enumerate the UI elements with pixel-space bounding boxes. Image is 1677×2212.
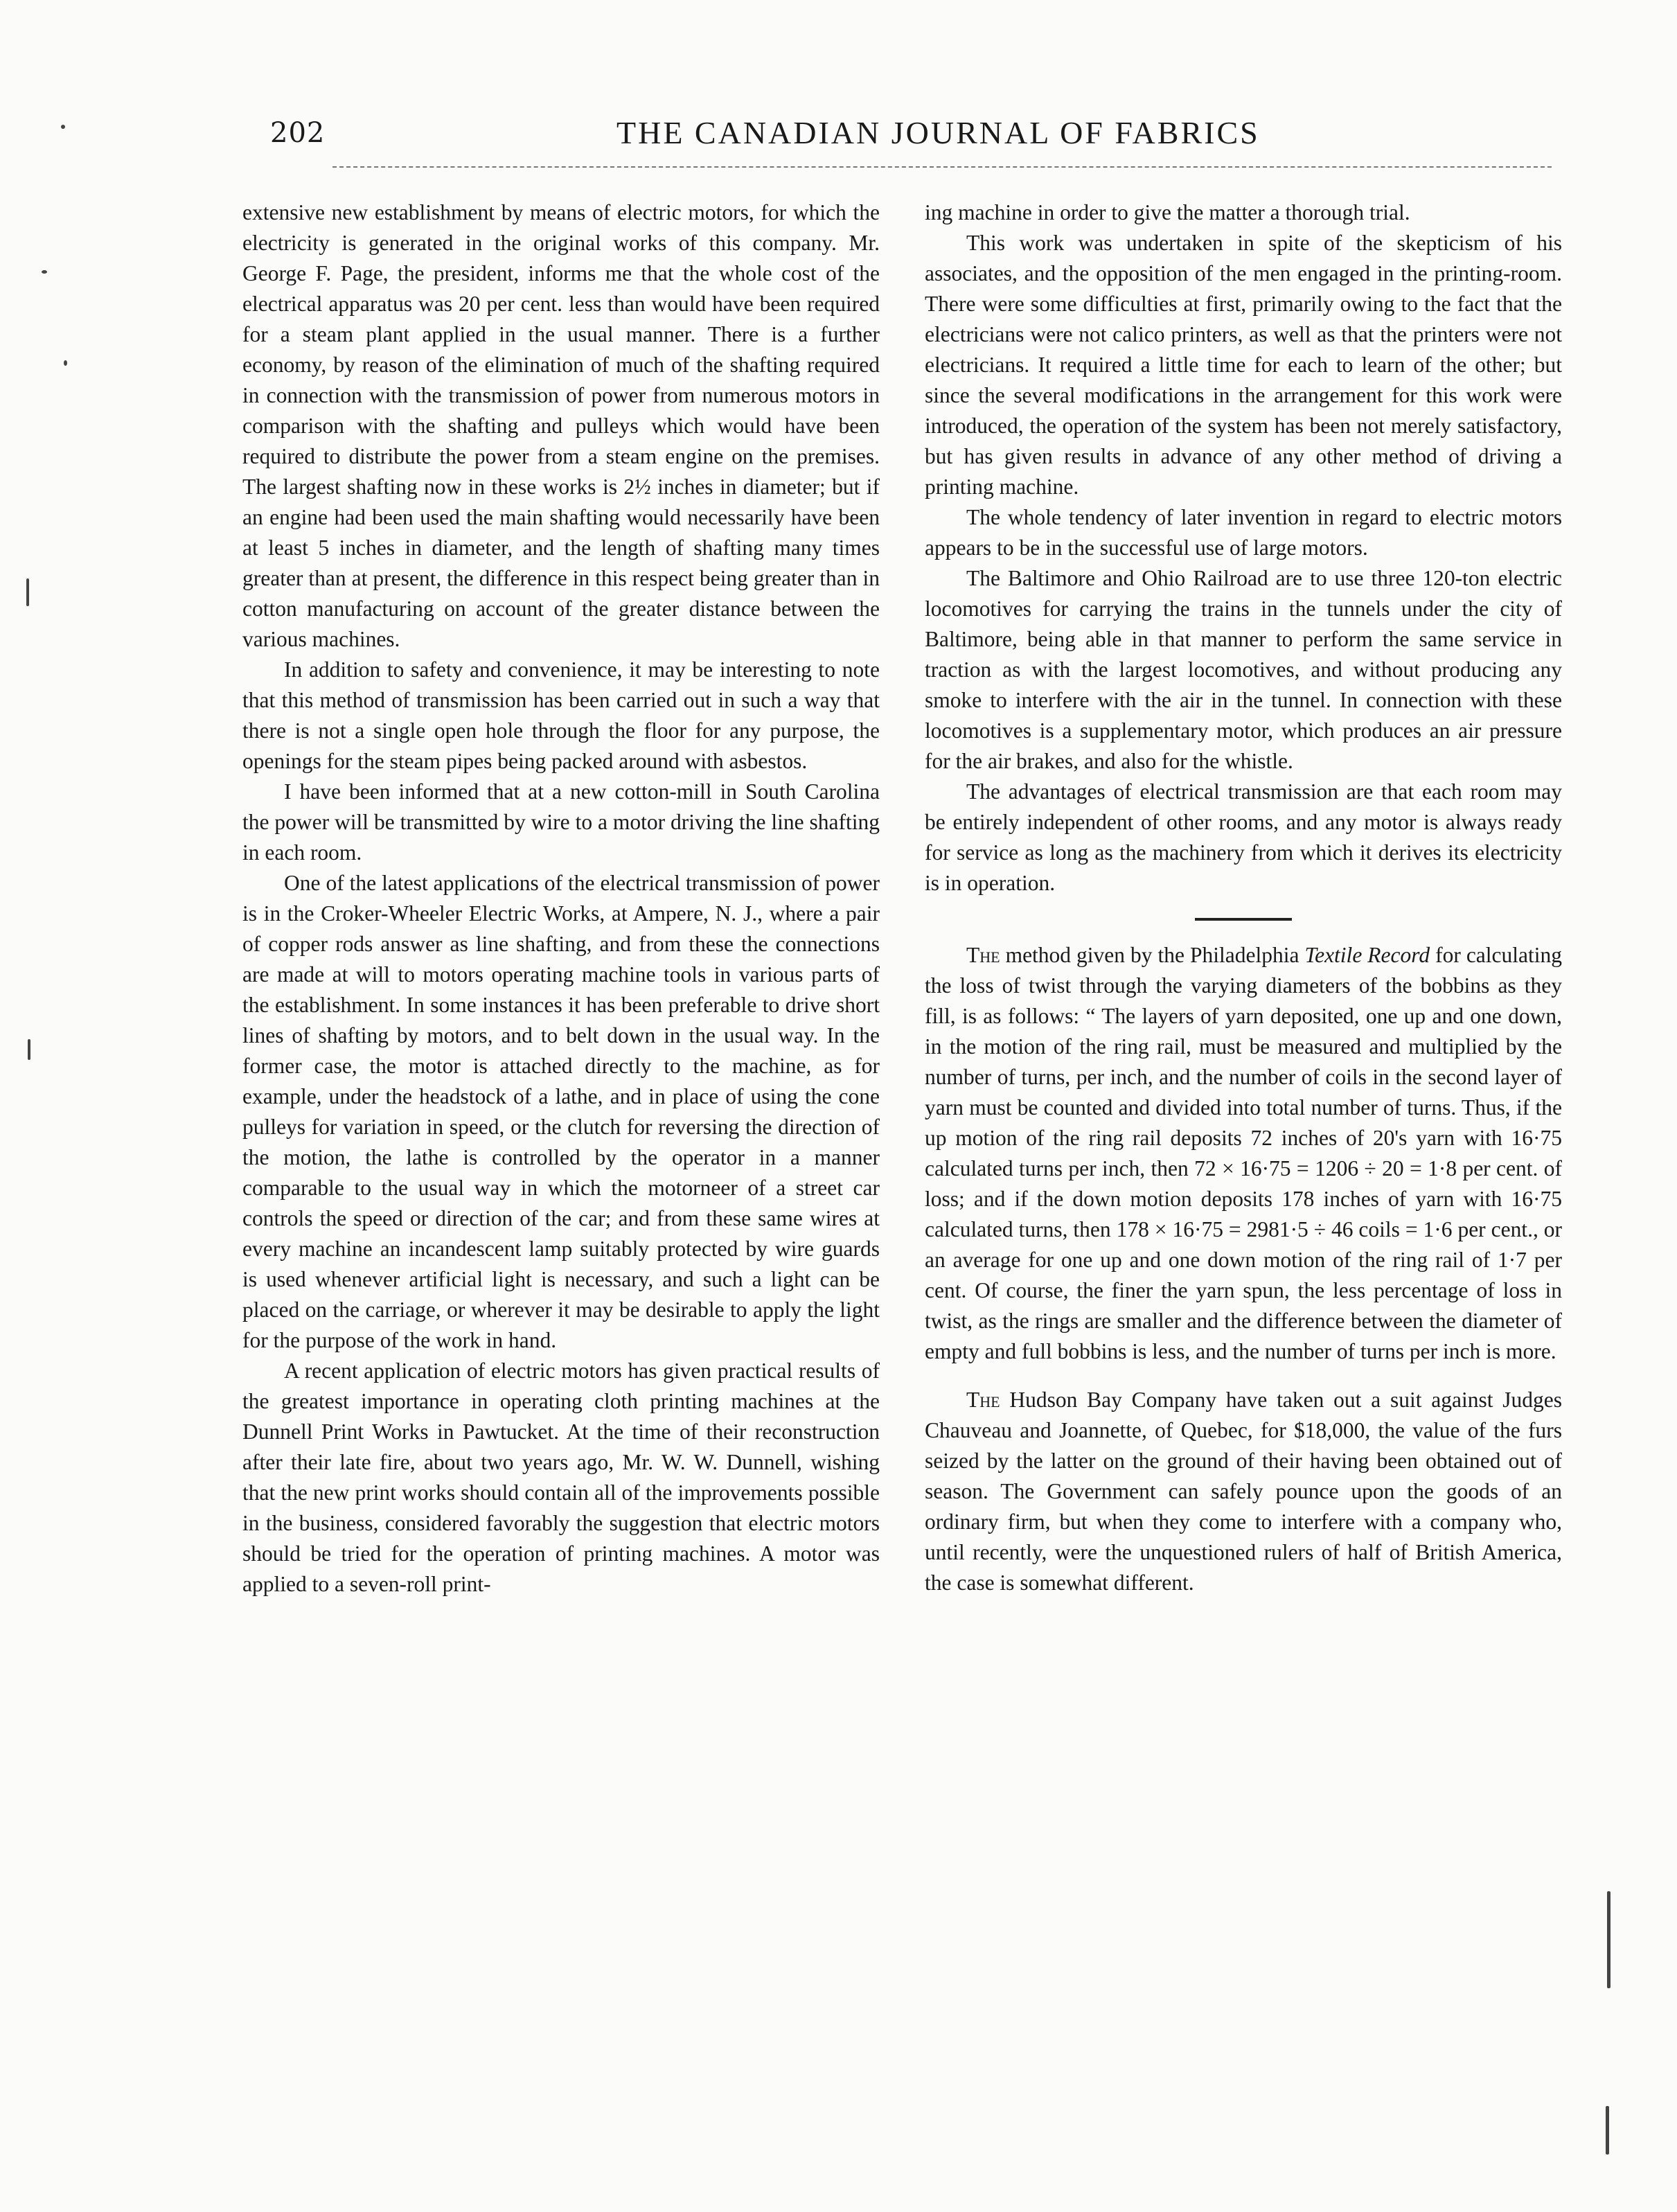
paragraph: The Baltimore and Ohio Railroad are to use three 120-ton electric locomotives for carrying the trains in the tunnels under the city of Baltimore, being able in that manner to perform the same service in traction as with the largest locomotives, and without producing any smoke to interfere with the air in the tunnel. In connection with these locomotives is a supplementary motor, which produces an air pressure for the air brakes, and also for the whistle.	[925, 566, 1562, 773]
lead-word: The	[966, 943, 1000, 967]
paragraph: One of the latest applications of the electrical transmission of power is in the Croker-Wheeler Electric Works, at Ampere, N. J., where a pair of copper rods answer as line shafting, and from these the connections are made at will to motors operating machine tools in various parts of the establishment. In some instances it has been preferable to drive short lines of shafting by motors, and to belt down in the usual way. In the former case, the motor is attached directly to the machine, as for example, under the headstock of a lathe, and in place of using the cone pulleys for variation in speed, or the clutch for reversing the direction of the motion, the lathe is controlled by the operator in a manner comparable to the usual way in which the motorneer of a street car controls the speed or direction of the car; and from these same wires at every machine an incandescent lamp suitably protected by wire guards is used whenever artificial light is necessary, and such a light can be placed on the carriage, or wherever it may be desirable to apply the light for the purpose of the work in hand.	[242, 871, 880, 1352]
text-run: for calculating the loss of twist through the varying diameters of the bobbins as they fill, is as follows: “ The layers of yarn deposited, one up and one down, in the motion of the ring rail, must be measured and multiplied by the number of turns, per inch, and the number of coils in the second layer of yarn must be counted and divided into total number of turns. Thus, if the up motion of the ring rail deposits 72 inches of 20's yarn with 16·75 calculated turns per inch, then 72 × 16·75 = 1206 ÷ 20 = 1·8 per cent. of loss; and if the down motion deposits 178 inches of yarn with 16·75 calculated turns, then 178 × 16·75 = 2981·5 ÷ 46 coils = 1·6 per cent., or an average for one up and one down motion of the ring rail of 1·7 per cent. Of course, the finer the yarn spun, the less percentage of loss in twist, as the rings are smaller and the difference between the diameter of empty and full bobbins is less, and the number of turns per inch is more.	[925, 943, 1562, 1363]
margin-line	[1606, 2106, 1609, 2155]
text-run: Hudson Bay Company have taken out a suit against Judges Chauveau and Joannette, of Quebec, for $18,000, the value of the furs seized by the latter on the ground of their having been obtained out of season. The Government can safely pounce upon the goods of an ordinary firm, but when they come to interfere with a company who, until recently, were the unquestioned rulers of half of British America, the case is somewhat different.	[925, 1388, 1562, 1595]
speck	[42, 270, 47, 274]
paragraph: A recent application of electric motors has given practical results of the greatest importance in operating cloth printing machines at the Dunnell Print Works in Pawtucket. At the time of their reconstruction after their late fire, about two years ago, Mr. W. W. Dunnell, wishing that the new print works should contain all of the improvements possible in the business, considered favorably the suggestion that electric motors should be tried for the operation of printing machines. A motor was applied to a seven-roll print-	[242, 1359, 880, 1596]
journal-title: THE CANADIAN JOURNAL OF FABRICS	[616, 115, 1260, 150]
publication-title: Textile Record	[1304, 943, 1430, 967]
margin-line	[1607, 1891, 1611, 1988]
right-column	[925, 197, 1562, 1598]
page-number: 202	[270, 117, 326, 149]
speck	[61, 125, 65, 129]
paragraph-hudson-bay	[925, 1385, 1562, 1598]
paragraph: The advantages of electrical transmission are that each room may be entirely independent of other rooms, and any motor is always ready for service as long as the machinery from which it derives its electricity is in operation.	[925, 779, 1562, 895]
page-header	[270, 114, 1586, 163]
speck	[26, 578, 29, 606]
speck	[28, 1039, 30, 1060]
paragraph-twist-method	[925, 940, 1562, 1367]
paragraph: In addition to safety and convenience, it may be interesting to note that this method of transmission has been carried out in such a way that there is not a single open hole through the floor for any purpose, the openings for the steam pipes being packed around with asbestos.	[242, 657, 880, 773]
section-separator	[1195, 918, 1292, 921]
speck	[64, 360, 67, 366]
paragraph: ing machine in order to give the matter a thorough trial.	[925, 200, 1410, 224]
paragraph: This work was undertaken in spite of the skepticism of his associates, and the opposition of the men engaged in the printing-room. There were some difficulties at first, primarily owing to the fact that the electricians were not calico printers, as well as that the printers were not electricians. It required a little time for each to learn of the other; but since the several modifications in the arrangement for this work were introduced, the operation of the system has been not merely satisfactory, but has given results in advance of any other method of driving a printing machine.	[925, 231, 1562, 499]
paragraph: extensive new establishment by means of electric motors, for which the electricity is generated in the original works of this company. Mr. George F. Page, the president, informs me that the whole cost of the electrical apparatus was 20 per cent. less than would have been required for a steam plant applied in the usual manner. There is a further economy, by reason of the elimination of much of the shafting required in connection with the transmission of power from numerous motors in comparison with the shafting and pulleys which would have been required to distribute the power from a steam engine on the premises. The largest shafting now in these works is 2½ inches in diameter; but if an engine had been used the main shafting would necessarily have been at least 5 inches in diameter, and the length of shafting many times greater than at present, the difference in this respect being greater than in cotton manufacturing on account of the greater distance between the various machines.	[242, 200, 880, 651]
paragraph: I have been informed that at a new cotton-mill in South Carolina the power will be transmitted by wire to a motor driving the line shafting in each room.	[242, 779, 880, 865]
left-column	[242, 197, 880, 1600]
text-run: method given by the Philadelphia	[1000, 943, 1305, 967]
paragraph: The whole tendency of later invention in regard to electric motors appears to be in the successful use of large motors.	[925, 505, 1562, 560]
header-rule	[332, 166, 1552, 168]
lead-word: The	[966, 1388, 1000, 1412]
